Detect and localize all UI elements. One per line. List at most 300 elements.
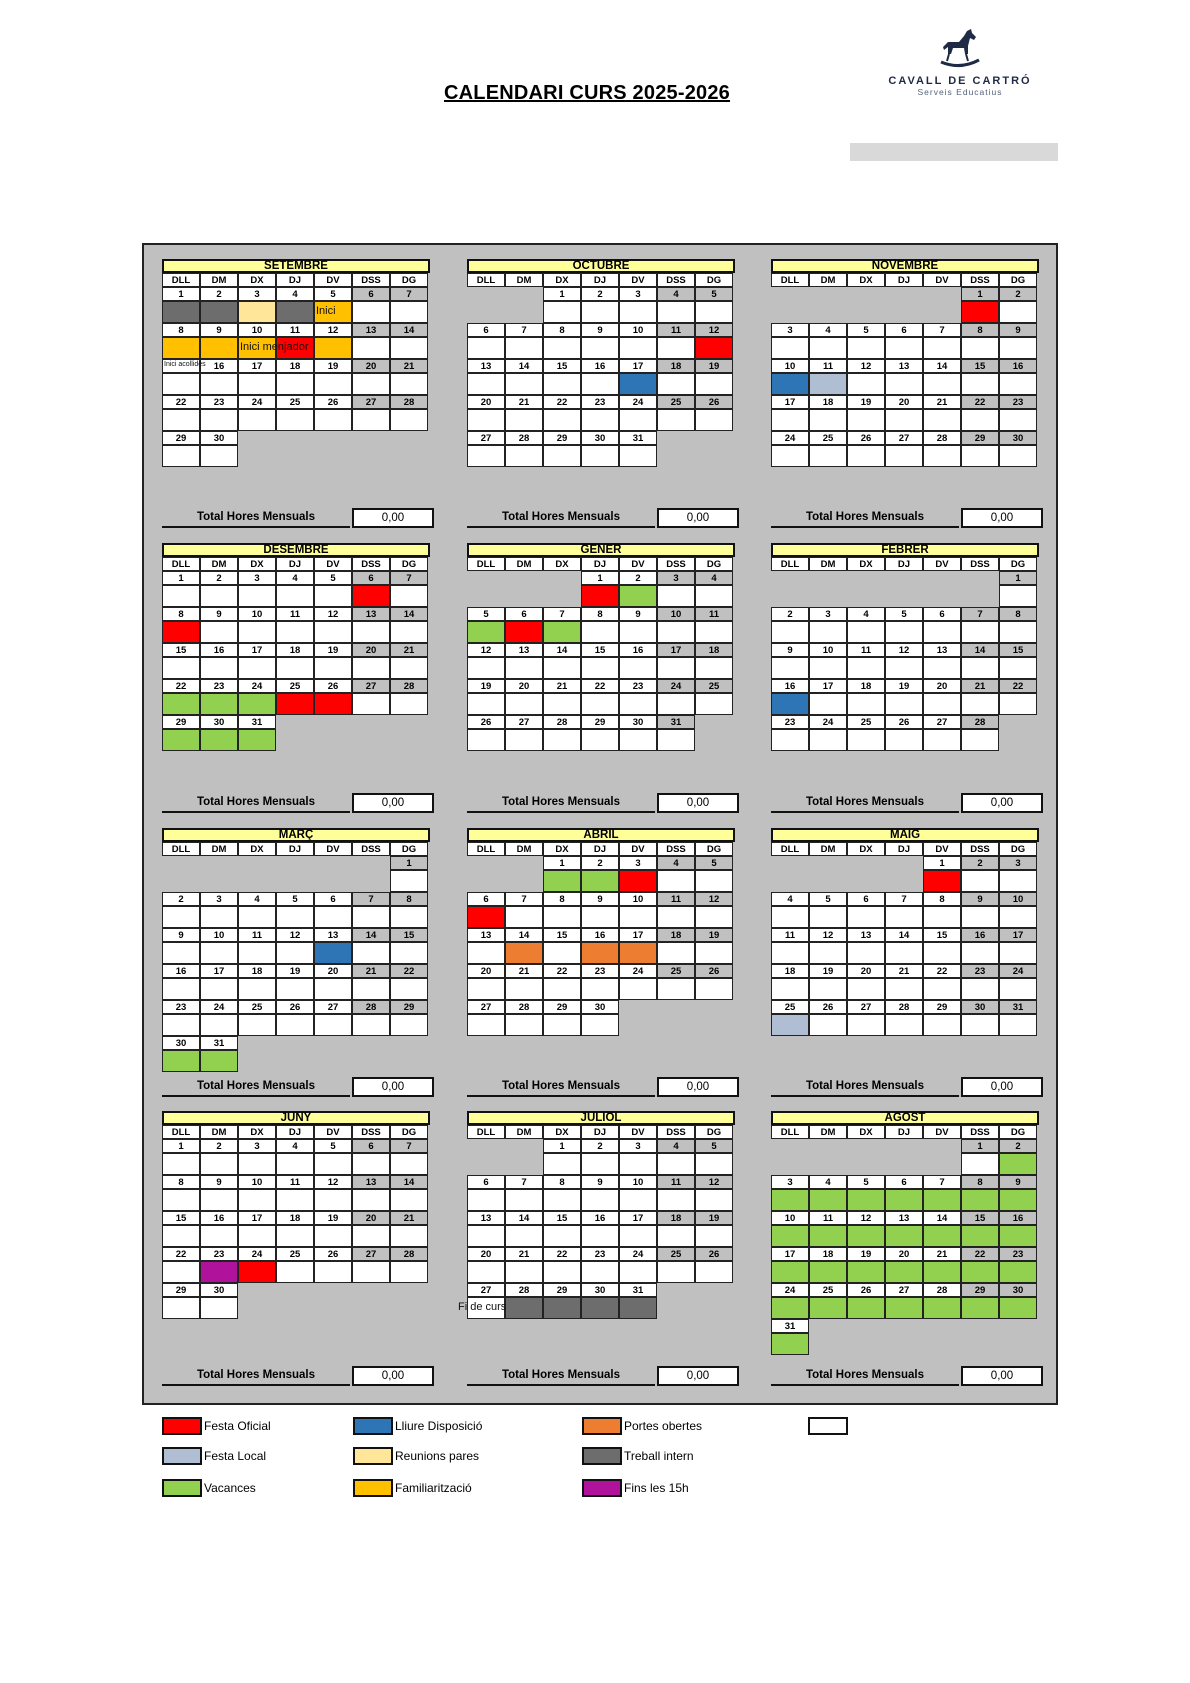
day-slot[interactable] (657, 657, 695, 679)
day-slot[interactable] (200, 1153, 238, 1175)
day-slot[interactable] (467, 1261, 505, 1283)
day-slot[interactable] (657, 1225, 695, 1247)
day-slot[interactable] (695, 906, 733, 928)
day-slot[interactable] (961, 409, 999, 431)
day-slot-vacances[interactable] (999, 1225, 1037, 1247)
day-slot[interactable] (314, 657, 352, 679)
day-slot-festa-oficial[interactable] (352, 585, 390, 607)
day-slot[interactable] (771, 906, 809, 928)
day-slot[interactable] (543, 1014, 581, 1036)
day-slot[interactable] (276, 409, 314, 431)
day-slot[interactable] (961, 942, 999, 964)
day-slot[interactable] (276, 1189, 314, 1211)
day-slot-vacances[interactable] (162, 1050, 200, 1072)
day-slot-portes-obertes[interactable] (505, 942, 543, 964)
day-slot[interactable] (885, 409, 923, 431)
day-slot-vacances[interactable] (999, 1261, 1037, 1283)
day-slot[interactable] (238, 1225, 276, 1247)
day-slot[interactable] (619, 301, 657, 323)
day-slot[interactable] (885, 337, 923, 359)
day-slot[interactable] (695, 693, 733, 715)
day-slot[interactable] (809, 942, 847, 964)
day-slot[interactable] (809, 657, 847, 679)
day-slot[interactable] (809, 445, 847, 467)
day-slot[interactable] (923, 657, 961, 679)
day-slot[interactable] (923, 942, 961, 964)
day-slot[interactable] (657, 1153, 695, 1175)
day-slot[interactable] (657, 693, 695, 715)
day-slot[interactable] (390, 1261, 428, 1283)
day-slot[interactable] (619, 337, 657, 359)
day-slot-familiaritzacio[interactable] (200, 337, 238, 359)
day-slot[interactable] (390, 870, 428, 892)
day-slot[interactable] (657, 337, 695, 359)
day-slot[interactable] (923, 906, 961, 928)
day-slot[interactable] (467, 409, 505, 431)
day-slot[interactable] (390, 409, 428, 431)
day-slot[interactable] (200, 1225, 238, 1247)
day-slot-vacances[interactable] (847, 1297, 885, 1319)
day-slot-treball-intern[interactable] (619, 1297, 657, 1319)
day-slot-treball-intern[interactable] (543, 1297, 581, 1319)
day-slot[interactable] (961, 906, 999, 928)
day-slot[interactable] (581, 1153, 619, 1175)
day-slot[interactable] (276, 373, 314, 395)
day-slot[interactable] (543, 942, 581, 964)
day-slot[interactable] (162, 1297, 200, 1319)
day-slot[interactable] (314, 409, 352, 431)
day-slot[interactable] (885, 621, 923, 643)
day-slot[interactable] (885, 445, 923, 467)
day-slot-vacances[interactable] (809, 1297, 847, 1319)
day-slot[interactable] (200, 1014, 238, 1036)
day-slot[interactable] (657, 978, 695, 1000)
day-slot-festa-oficial[interactable] (961, 301, 999, 323)
day-slot[interactable] (847, 729, 885, 751)
day-slot-festa-oficial[interactable] (467, 906, 505, 928)
day-slot[interactable] (999, 409, 1037, 431)
day-slot-vacances[interactable] (543, 870, 581, 892)
day-slot[interactable] (467, 445, 505, 467)
day-slot[interactable] (999, 657, 1037, 679)
day-slot[interactable] (695, 621, 733, 643)
day-slot-lliure-disposicio[interactable] (314, 942, 352, 964)
day-slot[interactable] (162, 942, 200, 964)
day-slot[interactable] (467, 693, 505, 715)
day-slot[interactable] (467, 1189, 505, 1211)
day-slot[interactable] (200, 942, 238, 964)
day-slot[interactable] (505, 337, 543, 359)
day-slot-vacances[interactable] (885, 1297, 923, 1319)
day-slot[interactable] (505, 1189, 543, 1211)
day-slot[interactable] (923, 1014, 961, 1036)
day-slot[interactable] (619, 409, 657, 431)
day-slot[interactable] (162, 1153, 200, 1175)
day-slot[interactable] (581, 1261, 619, 1283)
day-slot-reunions-pares[interactable] (238, 301, 276, 323)
day-slot[interactable] (923, 409, 961, 431)
day-slot[interactable] (543, 729, 581, 751)
day-slot[interactable] (276, 1261, 314, 1283)
day-slot-vacances[interactable] (847, 1225, 885, 1247)
day-slot[interactable] (543, 445, 581, 467)
day-slot-festa-oficial[interactable] (581, 585, 619, 607)
day-slot[interactable] (581, 978, 619, 1000)
day-slot-vacances[interactable] (543, 621, 581, 643)
day-slot[interactable] (314, 1261, 352, 1283)
day-slot[interactable] (657, 373, 695, 395)
day-slot[interactable] (314, 906, 352, 928)
day-slot[interactable] (200, 978, 238, 1000)
total-hours-field[interactable]: 0,00 (352, 793, 434, 813)
day-slot[interactable] (657, 409, 695, 431)
day-slot[interactable] (505, 906, 543, 928)
day-slot[interactable] (695, 1189, 733, 1211)
day-slot[interactable] (543, 657, 581, 679)
day-slot[interactable] (999, 942, 1037, 964)
day-slot-vacances[interactable] (923, 1297, 961, 1319)
day-slot[interactable] (809, 1014, 847, 1036)
day-slot[interactable] (581, 693, 619, 715)
day-slot[interactable] (162, 1014, 200, 1036)
day-slot[interactable] (657, 942, 695, 964)
day-slot-lliure-disposicio[interactable] (619, 373, 657, 395)
day-slot[interactable] (390, 373, 428, 395)
day-slot[interactable] (390, 301, 428, 323)
day-slot[interactable] (847, 1014, 885, 1036)
day-slot[interactable] (581, 1014, 619, 1036)
day-slot[interactable] (458, 1297, 507, 1319)
day-slot[interactable] (200, 657, 238, 679)
day-slot[interactable] (352, 1189, 390, 1211)
day-slot[interactable] (352, 978, 390, 1000)
day-slot-vacances[interactable] (847, 1261, 885, 1283)
day-slot[interactable] (809, 621, 847, 643)
day-slot[interactable] (581, 1225, 619, 1247)
day-slot-vacances[interactable] (999, 1189, 1037, 1211)
day-slot-treball-intern[interactable] (505, 1297, 543, 1319)
day-slot-vacances[interactable] (999, 1153, 1037, 1175)
day-slot[interactable] (352, 657, 390, 679)
day-slot-vacances[interactable] (961, 1225, 999, 1247)
day-slot-vacances[interactable] (238, 729, 276, 751)
day-slot[interactable] (619, 693, 657, 715)
day-slot[interactable] (847, 445, 885, 467)
day-slot[interactable] (657, 1189, 695, 1211)
day-slot[interactable] (847, 906, 885, 928)
day-slot[interactable] (543, 693, 581, 715)
day-slot-vacances[interactable] (961, 1297, 999, 1319)
day-slot[interactable] (581, 373, 619, 395)
day-slot[interactable] (771, 978, 809, 1000)
day-slot-vacances[interactable] (200, 1050, 238, 1072)
day-slot[interactable] (923, 373, 961, 395)
day-slot[interactable] (581, 906, 619, 928)
total-hours-field[interactable]: 0,00 (657, 1366, 739, 1386)
day-slot[interactable] (467, 729, 505, 751)
day-slot-festa-oficial[interactable] (695, 337, 733, 359)
day-slot-vacances[interactable] (771, 1225, 809, 1247)
day-slot-vacances[interactable] (923, 1261, 961, 1283)
day-slot[interactable] (695, 942, 733, 964)
day-slot-vacances[interactable] (885, 1261, 923, 1283)
day-slot[interactable] (885, 942, 923, 964)
day-slot[interactable] (695, 657, 733, 679)
day-slot[interactable] (505, 1261, 543, 1283)
day-slot[interactable] (961, 978, 999, 1000)
day-slot-treball-intern[interactable] (276, 301, 314, 323)
day-slot[interactable] (200, 1189, 238, 1211)
total-hours-field[interactable]: 0,00 (657, 1077, 739, 1097)
day-slot[interactable] (695, 301, 733, 323)
day-slot-festa-oficial[interactable] (162, 621, 200, 643)
day-slot-festa-local[interactable] (809, 373, 847, 395)
day-slot[interactable] (505, 1014, 543, 1036)
day-slot-festa-oficial[interactable] (238, 1261, 276, 1283)
day-slot[interactable] (961, 657, 999, 679)
day-slot-familiaritzacio[interactable] (238, 337, 309, 359)
day-slot[interactable] (314, 621, 352, 643)
day-slot[interactable] (999, 693, 1037, 715)
day-slot-treball-intern[interactable] (162, 301, 200, 323)
day-slot-festa-oficial[interactable] (619, 870, 657, 892)
day-slot[interactable] (619, 657, 657, 679)
day-slot[interactable] (581, 657, 619, 679)
day-slot[interactable] (276, 906, 314, 928)
day-slot[interactable] (695, 1153, 733, 1175)
day-slot-vacances[interactable] (619, 585, 657, 607)
day-slot[interactable] (390, 621, 428, 643)
day-slot[interactable] (390, 337, 428, 359)
day-slot[interactable] (657, 1261, 695, 1283)
day-slot[interactable] (999, 301, 1037, 323)
day-slot[interactable] (238, 906, 276, 928)
day-slot[interactable] (352, 1261, 390, 1283)
day-slot[interactable] (619, 445, 657, 467)
day-slot[interactable] (238, 978, 276, 1000)
day-slot[interactable] (923, 693, 961, 715)
day-slot[interactable] (809, 693, 847, 715)
day-slot[interactable] (505, 693, 543, 715)
day-slot[interactable] (771, 445, 809, 467)
day-slot[interactable] (505, 1225, 543, 1247)
day-slot[interactable] (352, 1153, 390, 1175)
day-slot[interactable] (847, 409, 885, 431)
day-slot[interactable] (314, 978, 352, 1000)
day-slot[interactable] (999, 621, 1037, 643)
day-slot-vacances[interactable] (200, 693, 238, 715)
day-slot[interactable] (809, 409, 847, 431)
day-slot[interactable] (847, 373, 885, 395)
day-slot-vacances[interactable] (961, 1261, 999, 1283)
day-slot-vacances[interactable] (809, 1189, 847, 1211)
day-slot[interactable] (200, 373, 238, 395)
day-slot[interactable] (467, 978, 505, 1000)
day-slot-vacances[interactable] (961, 1189, 999, 1211)
day-slot[interactable] (885, 657, 923, 679)
day-slot[interactable] (162, 409, 200, 431)
day-slot[interactable] (961, 445, 999, 467)
day-slot[interactable] (276, 657, 314, 679)
day-slot[interactable] (238, 585, 276, 607)
day-slot-vacances[interactable] (162, 729, 200, 751)
day-slot[interactable] (200, 585, 238, 607)
day-slot-lliure-disposicio[interactable] (771, 693, 809, 715)
day-slot[interactable] (999, 906, 1037, 928)
day-slot[interactable] (467, 373, 505, 395)
day-slot[interactable] (847, 978, 885, 1000)
day-slot[interactable] (961, 729, 999, 751)
day-slot[interactable] (771, 729, 809, 751)
day-slot[interactable] (657, 621, 695, 643)
day-slot[interactable] (352, 373, 390, 395)
day-slot[interactable] (352, 409, 390, 431)
day-slot-lliure-disposicio[interactable] (771, 373, 809, 395)
day-slot[interactable] (847, 942, 885, 964)
day-slot[interactable] (999, 585, 1037, 607)
day-slot[interactable] (619, 1189, 657, 1211)
day-slot[interactable] (543, 1153, 581, 1175)
day-slot[interactable] (581, 337, 619, 359)
day-slot[interactable] (581, 1189, 619, 1211)
day-slot[interactable] (200, 621, 238, 643)
day-slot[interactable] (162, 1189, 200, 1211)
day-slot[interactable] (695, 585, 733, 607)
day-slot[interactable] (162, 373, 200, 395)
day-slot[interactable] (999, 1014, 1037, 1036)
day-slot-vacances[interactable] (923, 1189, 961, 1211)
total-hours-field[interactable]: 0,00 (657, 793, 739, 813)
day-slot[interactable] (162, 978, 200, 1000)
day-slot[interactable] (162, 657, 200, 679)
day-slot[interactable] (771, 409, 809, 431)
day-slot[interactable] (619, 1225, 657, 1247)
day-slot[interactable] (238, 1014, 276, 1036)
day-slot[interactable] (467, 1014, 505, 1036)
day-slot[interactable] (505, 657, 543, 679)
day-slot-vacances[interactable] (581, 870, 619, 892)
day-slot[interactable] (276, 1014, 314, 1036)
day-slot[interactable] (619, 1261, 657, 1283)
day-slot[interactable] (771, 621, 809, 643)
day-slot[interactable] (200, 409, 238, 431)
day-slot[interactable] (543, 301, 581, 323)
day-slot[interactable] (885, 978, 923, 1000)
day-slot[interactable] (314, 1153, 352, 1175)
day-slot[interactable] (352, 693, 390, 715)
total-hours-field[interactable]: 0,00 (657, 508, 739, 528)
day-slot[interactable] (847, 657, 885, 679)
day-slot-vacances[interactable] (885, 1225, 923, 1247)
day-slot[interactable] (505, 729, 543, 751)
day-slot[interactable] (352, 621, 390, 643)
day-slot[interactable] (543, 337, 581, 359)
day-slot-vacances[interactable] (238, 693, 276, 715)
total-hours-field[interactable]: 0,00 (961, 1077, 1043, 1097)
day-slot[interactable] (200, 445, 238, 467)
day-slot[interactable] (543, 1261, 581, 1283)
day-slot[interactable] (961, 870, 999, 892)
day-slot[interactable] (771, 657, 809, 679)
day-slot-treball-intern[interactable] (581, 1297, 619, 1319)
day-slot[interactable] (352, 1225, 390, 1247)
day-slot[interactable] (505, 373, 543, 395)
day-slot[interactable] (467, 1225, 505, 1247)
day-slot[interactable] (695, 373, 733, 395)
day-slot-familiaritzacio[interactable] (314, 301, 352, 323)
day-slot[interactable] (581, 409, 619, 431)
day-slot-treball-intern[interactable] (200, 301, 238, 323)
day-slot[interactable] (581, 301, 619, 323)
day-slot[interactable] (657, 906, 695, 928)
day-slot[interactable] (999, 373, 1037, 395)
day-slot[interactable] (695, 978, 733, 1000)
day-slot-festa-oficial[interactable] (314, 693, 352, 715)
day-slot[interactable] (771, 942, 809, 964)
day-slot[interactable] (543, 1225, 581, 1247)
day-slot[interactable] (695, 1225, 733, 1247)
day-slot-vacances[interactable] (771, 1297, 809, 1319)
day-slot[interactable] (999, 445, 1037, 467)
day-slot[interactable] (390, 657, 428, 679)
day-slot[interactable] (695, 870, 733, 892)
day-slot[interactable] (314, 1189, 352, 1211)
day-slot[interactable] (390, 906, 428, 928)
day-slot[interactable] (581, 445, 619, 467)
day-slot-festa-oficial[interactable] (505, 621, 543, 643)
day-slot[interactable] (390, 1153, 428, 1175)
day-slot-vacances[interactable] (200, 729, 238, 751)
day-slot[interactable] (543, 409, 581, 431)
day-slot[interactable] (390, 978, 428, 1000)
day-slot[interactable] (961, 1153, 999, 1175)
day-slot-festa-oficial[interactable] (923, 870, 961, 892)
day-slot[interactable] (923, 445, 961, 467)
day-slot[interactable] (467, 942, 505, 964)
total-hours-field[interactable]: 0,00 (961, 793, 1043, 813)
day-slot[interactable] (923, 621, 961, 643)
day-slot[interactable] (847, 621, 885, 643)
day-slot[interactable] (581, 621, 619, 643)
day-slot[interactable] (885, 693, 923, 715)
total-hours-field[interactable]: 0,00 (352, 1077, 434, 1097)
day-slot[interactable] (657, 585, 695, 607)
day-slot[interactable] (657, 870, 695, 892)
day-slot[interactable] (314, 373, 352, 395)
day-slot-vacances[interactable] (771, 1261, 809, 1283)
day-slot[interactable] (885, 1014, 923, 1036)
day-slot[interactable] (809, 978, 847, 1000)
day-slot[interactable] (847, 337, 885, 359)
day-slot[interactable] (619, 978, 657, 1000)
day-slot[interactable] (162, 906, 200, 928)
day-slot[interactable] (885, 906, 923, 928)
day-slot[interactable] (695, 409, 733, 431)
day-slot[interactable] (390, 585, 428, 607)
day-slot[interactable] (238, 942, 276, 964)
day-slot[interactable] (276, 1225, 314, 1247)
day-slot[interactable] (961, 337, 999, 359)
day-slot[interactable] (809, 906, 847, 928)
day-slot[interactable] (390, 942, 428, 964)
day-slot[interactable] (543, 373, 581, 395)
day-slot-vacances[interactable] (162, 693, 200, 715)
day-slot[interactable] (923, 978, 961, 1000)
total-hours-field[interactable]: 0,00 (961, 508, 1043, 528)
day-slot-vacances[interactable] (885, 1189, 923, 1211)
day-slot[interactable] (923, 729, 961, 751)
day-slot[interactable] (505, 409, 543, 431)
